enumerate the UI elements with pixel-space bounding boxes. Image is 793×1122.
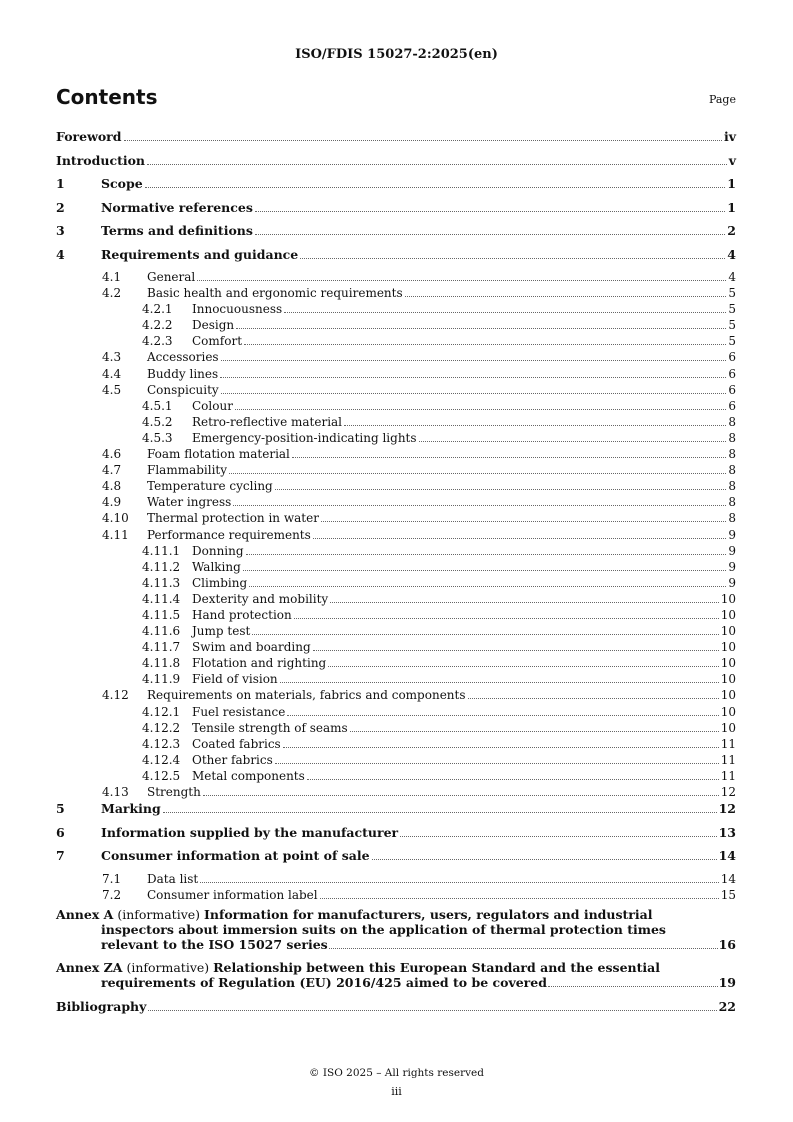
toc-entry-number: 4.5: [102, 382, 122, 397]
toc-entry[interactable]: [56, 446, 736, 462]
annex-type: (informative): [122, 959, 214, 975]
toc-entry-number: 4.4: [102, 366, 122, 381]
toc-entry[interactable]: [56, 824, 736, 848]
dot-leader: [313, 650, 719, 651]
toc-entry-number: 4.2: [102, 286, 122, 301]
toc-entry-page: 15: [720, 887, 736, 902]
toc-entry-number: 4.1: [102, 270, 122, 284]
toc-entry-title: Walking: [192, 559, 241, 574]
toc-entry[interactable]: [56, 543, 736, 559]
toc-entry[interactable]: [56, 639, 736, 655]
dot-leader: [200, 882, 718, 883]
dot-leader: [255, 234, 725, 235]
toc-entry-page: 9: [728, 543, 736, 558]
toc-entry-page: 2: [727, 223, 736, 238]
toc-entry[interactable]: [56, 847, 736, 871]
toc-entry-title: Buddy lines: [147, 366, 219, 381]
toc-entry-page: 14: [720, 871, 736, 886]
toc-entry-title: Scope: [101, 176, 143, 191]
toc-entry-page: 10: [720, 640, 736, 655]
toc-entry[interactable]: [56, 887, 736, 903]
toc-entry-number: 3: [56, 223, 65, 238]
toc-entry-title: Coated fabrics: [192, 736, 281, 751]
dot-leader: [284, 312, 726, 313]
toc-entry-title: Climbing: [192, 575, 248, 590]
dot-leader: [419, 441, 727, 442]
toc-entry[interactable]: [56, 623, 736, 639]
toc-annex-entry[interactable]: [56, 960, 736, 990]
dot-leader: [252, 634, 718, 635]
toc-entry[interactable]: [56, 462, 736, 478]
toc-entry-title: Accessories: [147, 350, 219, 365]
toc-entry[interactable]: [56, 349, 736, 365]
toc-entry[interactable]: [56, 175, 736, 199]
toc-entry-number: 7: [56, 848, 65, 864]
toc-entry-number: 4.7: [102, 463, 122, 478]
toc-entry-page: 4: [728, 270, 736, 284]
toc-entry[interactable]: [56, 269, 736, 285]
annex-title: Information for manufacturers, users, regulators and industrial: [204, 906, 653, 922]
annex-title: Relationship between this European Standard and the essential: [213, 959, 660, 975]
dot-leader: [275, 489, 727, 490]
toc-entry-number: 4.10: [102, 511, 129, 526]
dot-leader: [287, 715, 718, 716]
toc-entry-number: 4.2.3: [142, 334, 173, 349]
dot-leader: [400, 836, 716, 837]
toc-entry-page: 11: [720, 736, 736, 751]
toc-entry-title: Terms and definitions: [101, 223, 253, 238]
annex-label: Annex A: [56, 906, 114, 922]
toc-entry-title: Foreword: [56, 129, 122, 144]
toc-entry-page: 1: [727, 199, 736, 215]
toc-entry-number: 4.11.6: [142, 624, 181, 639]
toc-entry-title: Marking: [101, 801, 161, 817]
dot-leader: [350, 731, 719, 732]
toc-entry[interactable]: [56, 655, 736, 671]
toc-entry-number: 4.12.2: [142, 720, 181, 735]
toc-entry-title: Dexterity and mobility: [192, 591, 329, 606]
toc-entry-number: 1: [56, 176, 65, 191]
toc-entry[interactable]: [56, 301, 736, 317]
dot-leader: [220, 377, 726, 378]
annex-type: (informative): [113, 906, 205, 922]
toc-entry-page: 10: [720, 607, 736, 622]
annex-line: [56, 960, 736, 975]
dot-leader: [329, 948, 718, 949]
toc-entry-title: Normative references: [101, 199, 253, 215]
toc-entry[interactable]: [56, 430, 736, 446]
toc-entry[interactable]: [56, 398, 736, 414]
toc-entry-number: 4.12.3: [142, 736, 181, 751]
toc-entry-number: 4.2.1: [142, 302, 173, 317]
toc-entry-number: 4.11.5: [142, 607, 181, 622]
dot-leader: [147, 164, 727, 165]
page-title: Contents: [56, 85, 158, 109]
toc-entry-number: 4.9: [102, 495, 122, 510]
annex-title-continued: [56, 922, 736, 937]
dot-leader: [321, 521, 726, 522]
toc-entry-page: 10: [720, 672, 736, 687]
toc-entry-page: 1: [727, 176, 736, 191]
toc-entry-title: Strength: [147, 785, 201, 799]
toc-entry[interactable]: [56, 246, 736, 270]
document-id: ISO/FDIS 15027-2:2025(en): [295, 47, 498, 62]
toc-entry[interactable]: [56, 510, 736, 526]
toc-entry-title: Flammability: [147, 463, 228, 478]
dot-leader: [328, 666, 718, 667]
dot-leader: [249, 586, 726, 587]
dot-leader: [275, 763, 719, 764]
toc-entry-number: 4.12.4: [142, 752, 181, 767]
dot-leader: [405, 296, 727, 297]
toc-entry-page: 16: [718, 936, 736, 952]
toc-entry-title: Requirements and guidance: [101, 246, 299, 262]
toc-entry-title: Thermal protection in water: [147, 511, 319, 526]
toc-entry-page: 10: [720, 624, 736, 639]
toc-entry[interactable]: [56, 285, 736, 301]
toc-entry[interactable]: [56, 382, 736, 398]
toc-entry-title: Design: [192, 318, 235, 333]
toc-entry-page: 13: [718, 824, 736, 840]
toc-entry-page: 5: [728, 286, 736, 301]
toc-entry[interactable]: [56, 494, 736, 510]
toc-entry-title: Data list: [147, 871, 199, 886]
page-column-label: Page: [708, 93, 736, 106]
toc-entry-page: 8: [728, 479, 736, 494]
toc-entry-title: Donning: [192, 543, 244, 558]
toc-entry-number: 4.11.8: [142, 656, 181, 671]
toc-entry-number: 4.12: [102, 688, 129, 703]
dot-leader: [313, 538, 727, 539]
toc-entry[interactable]: [56, 671, 736, 687]
toc-entry-title: Consumer information label: [147, 887, 318, 902]
toc-entry-number: 2: [56, 199, 65, 215]
toc-entry[interactable]: [56, 800, 736, 824]
toc-entry-number: 4.11: [102, 527, 129, 542]
dot-leader: [280, 682, 719, 683]
toc-entry-page: 6: [728, 366, 736, 381]
toc-entry[interactable]: [56, 527, 736, 543]
annex-title-text: inspectors about immersion suits on the application of thermal protection times: [101, 921, 666, 937]
toc-entry-page: 5: [728, 334, 736, 349]
toc-entry-number: 4.6: [102, 447, 122, 462]
toc-entry[interactable]: [56, 720, 736, 736]
toc-entry-number: 4.11.2: [142, 559, 181, 574]
toc-entry[interactable]: [56, 478, 736, 494]
toc-entry[interactable]: [56, 607, 736, 623]
toc-entry-page: 22: [718, 998, 736, 1014]
toc-entry-page: 6: [728, 382, 736, 397]
copyright-notice: © ISO 2025 – All rights reserved: [309, 1067, 484, 1079]
toc-entry[interactable]: [56, 575, 736, 591]
toc-entry-title: Conspicuity: [147, 382, 219, 397]
toc-entry[interactable]: [56, 152, 736, 176]
toc-entry-number: 4.11.1: [142, 543, 181, 558]
annex-title-continued: [56, 937, 736, 952]
toc-entry-page: iv: [723, 129, 736, 144]
toc-entry-title: Jump test: [192, 624, 251, 639]
toc-entry-page: 9: [728, 575, 736, 590]
toc-entry-title: Temperature cycling: [147, 479, 273, 494]
toc-entry[interactable]: [56, 366, 736, 382]
toc-entry-number: 4.12.1: [142, 704, 181, 719]
toc-entry-title: Flotation and righting: [192, 656, 327, 671]
toc-entry-page: 10: [720, 656, 736, 671]
toc-entry-number: 4.11.3: [142, 575, 181, 590]
toc-entry-number: 4.5.3: [142, 430, 173, 445]
toc-entry-number: 4.8: [102, 479, 122, 494]
toc-entry-page: 6: [728, 350, 736, 365]
toc-entry[interactable]: [56, 199, 736, 223]
toc-entry[interactable]: [56, 687, 736, 703]
toc-entry-page: 10: [720, 720, 736, 735]
table-of-contents: [56, 128, 736, 1021]
toc-entry-title: Performance requirements: [147, 527, 311, 542]
toc-entry-page: 19: [718, 974, 736, 990]
toc-entry-number: 4.11.9: [142, 672, 181, 687]
toc-entry-page: 5: [728, 302, 736, 317]
toc-entry[interactable]: [56, 317, 736, 333]
toc-entry-title: Innocuousness: [192, 302, 283, 317]
toc-entry-title: Field of vision: [192, 672, 278, 687]
toc-entry-title: Tensile strength of seams: [192, 720, 348, 735]
toc-entry-title: Fuel resistance: [192, 704, 286, 719]
dot-leader: [330, 602, 719, 603]
dot-leader: [283, 747, 719, 748]
toc-entry[interactable]: [56, 559, 736, 575]
toc-entry-page: v: [728, 152, 736, 168]
dot-leader: [294, 618, 719, 619]
toc-entry-title: Swim and boarding: [192, 640, 311, 655]
toc-entry[interactable]: [56, 736, 736, 752]
annex-label: Annex ZA: [56, 959, 123, 975]
dot-leader: [246, 554, 727, 555]
toc-entry-title: Colour: [192, 398, 233, 413]
dot-leader: [197, 280, 726, 281]
toc-entry-page: 8: [728, 511, 736, 526]
toc-entry[interactable]: [56, 768, 736, 784]
toc-entry-number: 4.2.2: [142, 318, 173, 333]
toc-entry-page: 4: [727, 246, 736, 262]
page-number: iii: [391, 1085, 402, 1098]
dot-leader: [244, 344, 726, 345]
toc-entry-title: Information supplied by the manufacturer: [101, 824, 399, 840]
toc-entry[interactable]: [56, 704, 736, 720]
toc-entry-page: 8: [728, 414, 736, 429]
annex-title-text: relevant to the ISO 15027 series: [101, 936, 328, 952]
dot-leader: [221, 360, 727, 361]
dot-leader: [163, 812, 717, 813]
annex-title-text: requirements of Regulation (EU) 2016/425 aimed to be covered: [101, 974, 547, 990]
toc-entry[interactable]: [56, 222, 736, 246]
toc-entry-number: 4.5.2: [142, 414, 173, 429]
toc-entry-number: 4.11.7: [142, 640, 181, 655]
toc-entry-page: 6: [728, 398, 736, 413]
dot-leader: [548, 986, 718, 987]
dot-leader: [229, 473, 726, 474]
dot-leader: [235, 409, 726, 410]
toc-entry-number: 4.5.1: [142, 398, 173, 413]
toc-entry-page: 9: [728, 559, 736, 574]
dot-leader: [292, 457, 726, 458]
toc-entry-page: 8: [728, 447, 736, 462]
toc-entry-title: Water ingress: [147, 495, 232, 510]
toc-entry-title: Comfort: [192, 334, 243, 349]
toc-entry-page: 8: [728, 495, 736, 510]
toc-entry-number: 4.13: [102, 785, 129, 799]
dot-leader: [468, 698, 719, 699]
toc-entry-page: 8: [728, 463, 736, 478]
toc-entry-title: Emergency-position-indicating lights: [192, 430, 417, 445]
toc-entry-number: 4: [56, 246, 65, 262]
toc-entry-number: 4.11.4: [142, 591, 181, 606]
toc-entry-page: 14: [718, 848, 736, 864]
toc-entry-page: 11: [720, 768, 736, 783]
dot-leader: [300, 258, 725, 259]
dot-leader: [255, 211, 725, 212]
dot-leader: [221, 393, 727, 394]
toc-entry-title: Introduction: [56, 152, 146, 168]
dot-leader: [307, 779, 719, 780]
toc-entry-title: General: [147, 270, 196, 284]
toc-entry[interactable]: [56, 333, 736, 349]
toc-entry-title: Retro-reflective material: [192, 414, 343, 429]
toc-entry-page: 12: [720, 785, 736, 799]
toc-entry-title: Requirements on materials, fabrics and components: [147, 688, 466, 703]
dot-leader: [372, 859, 717, 860]
toc-entry-page: 10: [720, 704, 736, 719]
toc-entry-title: Foam flotation material: [147, 447, 290, 462]
annex-title-continued: [56, 975, 736, 990]
toc-entry-title: Metal components: [192, 768, 305, 783]
toc-entry[interactable]: [56, 752, 736, 768]
dot-leader: [145, 187, 726, 188]
toc-entry-title: Bibliography: [56, 998, 147, 1014]
dot-leader: [233, 505, 726, 506]
toc-entry-number: 5: [56, 801, 65, 817]
dot-leader: [148, 1010, 716, 1011]
toc-entry[interactable]: [56, 591, 736, 607]
toc-entry-title: Hand protection: [192, 607, 292, 622]
toc-entry-number: 4.3: [102, 350, 122, 365]
toc-entry-page: 9: [728, 527, 736, 542]
toc-entry-page: 10: [720, 688, 736, 703]
toc-entry[interactable]: [56, 128, 736, 152]
toc-entry-number: 7.1: [102, 871, 122, 886]
dot-leader: [344, 425, 726, 426]
toc-entry-page: 12: [718, 801, 736, 817]
toc-entry[interactable]: [56, 871, 736, 887]
dot-leader: [236, 328, 726, 329]
dot-leader: [203, 795, 719, 796]
toc-entry-page: 11: [720, 752, 736, 767]
toc-entry-number: 7.2: [102, 887, 122, 902]
toc-entry-number: 4.12.5: [142, 768, 181, 783]
toc-entry-title: Basic health and ergonomic requirements: [147, 286, 403, 301]
annex-line: [56, 907, 736, 922]
toc-entry-bibliography[interactable]: [56, 998, 736, 1022]
dot-leader: [320, 898, 719, 899]
toc-entry-page: 10: [720, 591, 736, 606]
toc-entry[interactable]: [56, 784, 736, 800]
toc-entry-page: 8: [728, 430, 736, 445]
toc-entry-number: 6: [56, 824, 65, 840]
toc-entry-title: Other fabrics: [192, 752, 273, 767]
toc-entry-title: Consumer information at point of sale: [101, 848, 370, 864]
dot-leader: [124, 140, 722, 141]
toc-entry[interactable]: [56, 414, 736, 430]
dot-leader: [243, 570, 727, 571]
toc-entry-page: 5: [728, 318, 736, 333]
toc-annex-entry[interactable]: [56, 907, 736, 952]
